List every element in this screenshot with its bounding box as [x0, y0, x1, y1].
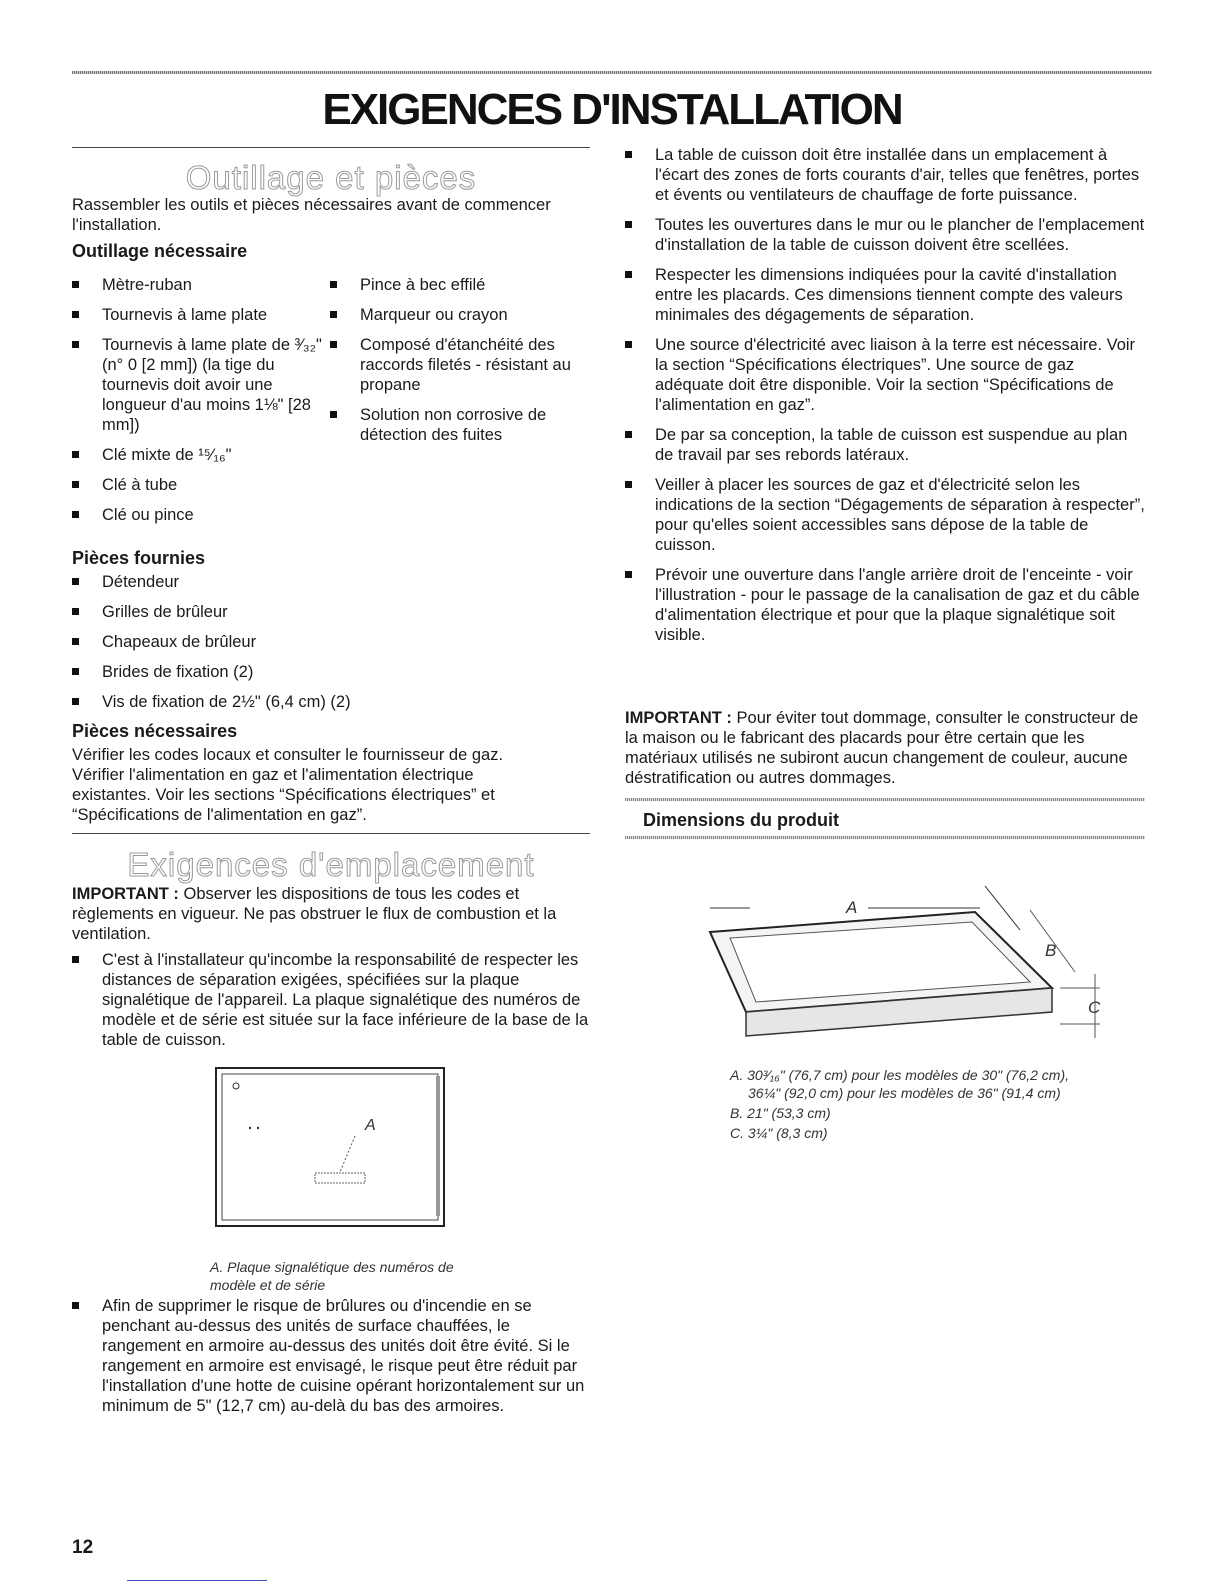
dimensions-top-rule	[625, 798, 1145, 801]
cabinet-dot	[249, 1127, 251, 1129]
section-divider	[72, 833, 590, 834]
list-item: Grilles de brûleur	[72, 602, 590, 622]
cooktop-figure	[690, 880, 1110, 1040]
cabinet-hole	[233, 1083, 239, 1089]
important-label: IMPORTANT :	[72, 885, 179, 903]
section-divider	[72, 147, 590, 148]
list-item: Une source d'électricité avec liaison à la terre est nécessaire. Voir la section “Spécifications électriques”. Une source de gaz adéquate doit être disponible. Voir la section “Spécifications de l'alimentation en gaz”.	[625, 335, 1147, 415]
dimensions-captions	[730, 1066, 1130, 1142]
emplacement-list-1	[72, 950, 590, 1060]
tools-heading: Outillage nécessaire	[72, 241, 248, 261]
dim-a-tick	[985, 886, 1020, 930]
dim-label-a: A	[846, 898, 858, 917]
dimensions-bottom-rule	[625, 836, 1145, 839]
list-item: Toutes les ouvertures dans le mur ou le plancher de l'emplacement d'installation de la table de cuisson doivent être scellées.	[625, 215, 1147, 255]
cabinet-dot	[257, 1127, 259, 1129]
dim-label-b: B	[1045, 941, 1057, 960]
page-title: EXIGENCES D'INSTALLATION	[322, 85, 902, 134]
list-item: Clé à tube	[72, 475, 322, 495]
list-item: Tournevis à lame plate de ³⁄₃₂" (n° 0 [2 mm]) (la tige du tournevis doit avoir une longueur d'au moins 1⅛" [28 mm])	[72, 335, 322, 435]
cabinet-side	[436, 1076, 440, 1216]
important-label: IMPORTANT :	[625, 709, 732, 727]
list-item: Clé mixte de ¹⁵⁄₁₆"	[72, 445, 322, 465]
right-bullets	[625, 145, 1147, 655]
list-item: Afin de supprimer le risque de brûlures ou d'incendie en se penchant au-dessus des unités de surface chauffées, le rangement en armoire au-dessus des unités doit être évité. Si le rangement en armoire est envisagé, le risque peut être réduit par l'installation d'une hotte de cuisine opérant horizontalement sur un minimum de 5" (12,7 cm) au-delà du bas des armoires.	[72, 1296, 590, 1416]
caption-a2: 36¼" (92,0 cm) pour les modèles de 36" (91,4 cm)	[748, 1085, 1061, 1101]
important-text: Observer les dispositions de tous les codes et règlements en vigueur. Ne pas obstruer le flux de combustion et la ventilation.	[72, 885, 557, 943]
list-item: De par sa conception, la table de cuisson est suspendue au plan de travail par ses rebords latéraux.	[625, 425, 1147, 465]
list-item: Clé ou pince	[72, 505, 322, 525]
list-item: Vis de fixation de 2½" (6,4 cm) (2)	[72, 692, 590, 712]
list-item: Détendeur	[72, 572, 590, 592]
caption-a1: A. 30³⁄₁₆" (76,7 cm) pour les modèles de 30" (76,2 cm),	[730, 1067, 1070, 1083]
serial-plate	[315, 1173, 365, 1183]
important-text: Pour éviter tout dommage, consulter le constructeur de la maison ou le fabricant des placards pour être certain que les matériaux utilisés ne subiront aucun changement de couleur, aucune déstratification ou autres dommages.	[625, 709, 1139, 787]
tools-list-col1	[72, 275, 322, 535]
dim-label-c: C	[1088, 998, 1101, 1017]
cabinet-inner	[222, 1074, 438, 1220]
section-heading-outillage: Outillage et pièces	[185, 159, 477, 196]
list-item: Marqueur ou crayon	[330, 305, 592, 325]
callout-label-a: A	[365, 1117, 376, 1134]
cabinet-figure	[210, 1062, 450, 1232]
caption-c: C. 3¼" (8,3 cm)	[730, 1125, 828, 1141]
callout-leader	[340, 1136, 355, 1172]
outillage-intro: Rassembler les outils et pièces nécessaires avant de commencer l'installation.	[72, 196, 551, 234]
emplacement-important	[72, 884, 590, 944]
footer-line	[127, 1580, 267, 1581]
list-item: Solution non corrosive de détection des fuites	[330, 405, 592, 445]
section-heading-emplacement: Exigences d'emplacement	[127, 846, 535, 883]
list-item: Brides de fixation (2)	[72, 662, 590, 682]
cabinet-outer	[216, 1068, 444, 1226]
needed-heading: Pièces nécessaires	[72, 721, 238, 741]
parts-list	[72, 572, 590, 722]
tools-list-col2	[330, 275, 592, 455]
list-item: Tournevis à lame plate	[72, 305, 322, 325]
dimensions-heading: Dimensions du produit	[643, 810, 839, 830]
list-item: Veiller à placer les sources de gaz et d'électricité selon les indications de la section “Dégagements de séparation à respecter”, pour qu'elles soient accessibles sans dépose de la table de cuisson.	[625, 475, 1147, 555]
list-item: La table de cuisson doit être installée dans un emplacement à l'écart des zones de forts courants d'air, telles que fenêtres, portes et évents ou ventilateurs de chauffage de forte puissance.	[625, 145, 1147, 205]
list-item: Mètre-ruban	[72, 275, 322, 295]
list-item: Chapeaux de brûleur	[72, 632, 590, 652]
list-item: Prévoir une ouverture dans l'angle arrière droit de l'enceinte - voir l'illustration - pour le passage de la canalisation de gaz et du câble d'alimentation électrique et pour que la plaque signalétique soit visible.	[625, 565, 1147, 645]
parts-heading: Pièces fournies	[72, 548, 206, 568]
needed-text: Vérifier les codes locaux et consulter le fournisseur de gaz. Vérifier l'alimentation en gaz et l'alimentation électrique existantes. Voir les sections “Spécifications électriques” et “Spécifications de l'alimentation en gaz”.	[72, 746, 504, 824]
top-rule	[72, 71, 1152, 74]
emplacement-list-2	[72, 1296, 590, 1426]
figure-caption: A. Plaque signalétique des numéros de modèle et de série	[210, 1259, 454, 1293]
list-item: Composé d'étanchéité des raccords filetés - résistant au propane	[330, 335, 592, 395]
list-item: Respecter les dimensions indiquées pour la cavité d'installation entre les placards. Ces dimensions tiennent compte des valeurs minimales des dégagements de séparation.	[625, 265, 1147, 325]
list-item: Pince à bec effilé	[330, 275, 592, 295]
list-item: C'est à l'installateur qu'incombe la responsabilité de respecter les distances de séparation exigées, spécifiées sur la plaque signalétique de l'appareil. La plaque signalétique des numéros de modèle et de série est située sur la face inférieure de la base de la table de cuisson.	[72, 950, 590, 1050]
page-number: 12	[72, 1537, 94, 1558]
right-important	[625, 708, 1147, 788]
caption-b: B. 21" (53,3 cm)	[730, 1105, 831, 1121]
